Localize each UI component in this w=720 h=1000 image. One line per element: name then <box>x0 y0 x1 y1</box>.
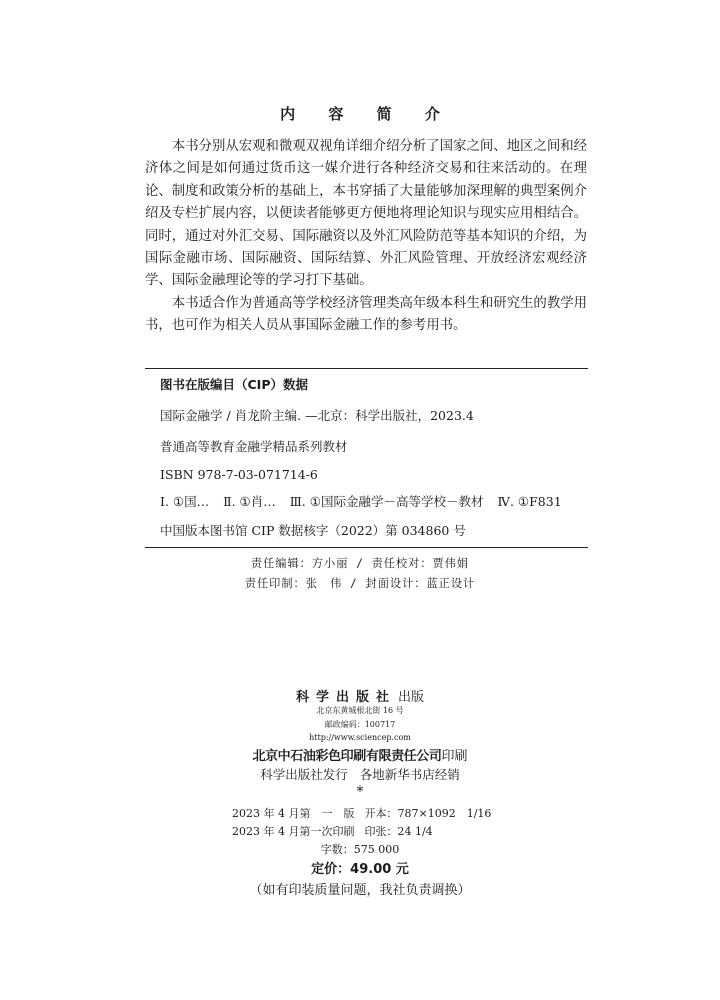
cip-class-entry: Ⅱ. ①肖… <box>223 494 276 509</box>
printing-date: 2023 年 4 月第一次印刷 <box>232 825 355 838</box>
cip-isbn: ISBN 978-7-03-071714-6 <box>160 467 318 482</box>
printer-suffix: 印刷 <box>441 749 468 764</box>
retailer: 各地新华书店经销 <box>359 767 460 782</box>
price: 定价：49.00 元 <box>311 862 409 877</box>
cip-class-entry: Ⅲ. ①国际金融学－高等学校－教材 <box>289 494 484 509</box>
cip-classification <box>160 492 562 510</box>
cip-class-entry: Ⅰ. ①国… <box>160 494 210 509</box>
publisher-postcode: 邮政编码：100717 <box>324 720 396 729</box>
summary-paragraph: 本书适合作为普通高等学校经济管理类高年级本科生和研究生的教学用书，也可作为相关人员从事国际金融工作的参考用书。 <box>145 295 587 334</box>
separator-asterisk: * <box>356 784 364 800</box>
printer-name: 北京中石油彩色印刷有限责任公司 <box>252 749 442 764</box>
edition-date: 2023 年 4 月第 一 版 <box>232 807 355 820</box>
summary-body <box>145 136 587 338</box>
cip-bottom-rule <box>145 547 588 548</box>
cip-bibliographic: 国际金融学 / 肖龙阶主编. —北京：科学出版社，2023.4 <box>160 408 474 423</box>
edition-row <box>232 805 491 821</box>
summary-paragraph: 本书分别从宏观和微观双视角详细介绍分析了国家之间、地区之间和经济体之间是如何通过货币这一媒介进行各种经济交易和往来活动的。在理论、制度和政策分析的基础上，本书穿插了大量能够加深理解的典型案例介绍及专栏扩展内容，以便读者能够更方便地将理论知识与现实应用相结合。同时，通过对外汇交易、国际融资以及外汇风险防范等基本知识的介绍，为国际金融市场、国际融资、国际结算、外汇风险管理、开放经济宏观经济学、国际金融理论等的学习打下基础。 <box>145 139 587 289</box>
summary-heading: 内 容 简 介 <box>280 105 454 123</box>
production-credits: 责任印制：张 伟 / 封面设计：蓝正设计 <box>244 577 476 590</box>
editor-credits: 责任编辑：方小丽 / 责任校对：贾伟娟 <box>250 557 470 570</box>
distribution-line <box>0 765 720 783</box>
cip-title: 图书在版编目（CIP）数据 <box>160 377 308 392</box>
cip-series: 普通高等教育金融学精品系列教材 <box>160 439 348 454</box>
publisher-address: 北京东黄城根北街 16 号 <box>316 706 404 715</box>
distributor: 科学出版社发行 <box>260 767 348 782</box>
cip-class-entry: Ⅳ. ①F831 <box>497 494 562 509</box>
cip-top-rule <box>145 368 588 369</box>
publisher-suffix: 出版 <box>398 690 425 705</box>
publisher-name: 科学出版社 <box>295 690 396 705</box>
printing-sheets: 印张：24 1/4 <box>364 825 433 838</box>
cip-record: 中国版本图书馆 CIP 数据核字（2022）第 034860 号 <box>160 523 466 538</box>
printing-row <box>232 823 433 839</box>
printer-line <box>0 745 720 764</box>
publisher-website: http://www.sciencep.com <box>309 733 411 742</box>
word-count: 字数：575 000 <box>320 843 400 856</box>
publisher-line <box>0 686 720 705</box>
book-format: 开本：787×1092 1/16 <box>364 807 492 820</box>
quality-note: （如有印装质量问题，我社负责调换） <box>249 883 471 898</box>
